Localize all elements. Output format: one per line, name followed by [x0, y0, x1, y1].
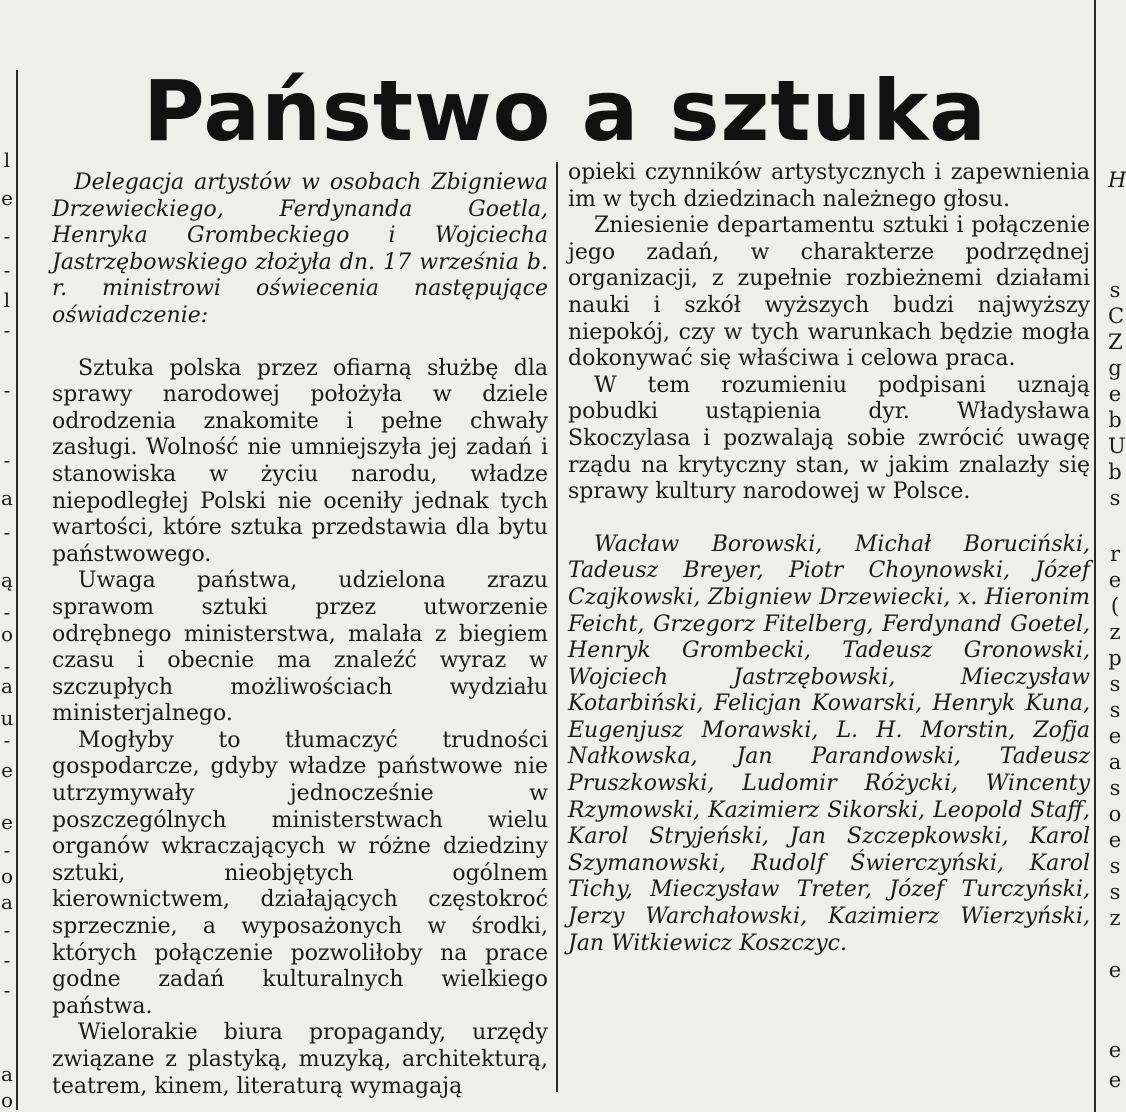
right-edge-glyph: z: [1109, 620, 1121, 644]
left-edge-glyph: a: [1, 890, 13, 914]
left-edge-glyph: a: [1, 674, 13, 698]
left-edge-glyph: -: [3, 258, 11, 282]
article-intro: Delegacja artystów w osobach Zbigniewa Drzewieckiego, Ferdynanda Goetla, Henryka Grombeckiego i Wojciecha Jastrzębowskiego złożyła dn. 17 września b. r. ministrowi oświecenia następujące oświadczenie:: [52, 170, 548, 328]
center-column-rule: [556, 162, 558, 1092]
adjacent-column-right-fragment: [1094, 0, 1124, 1112]
left-edge-glyph: -: [3, 520, 11, 544]
paragraph-gap: [568, 506, 1090, 532]
right-edge-glyph: (: [1110, 594, 1120, 618]
right-edge-glyph: s: [1109, 880, 1121, 904]
paragraph-gap: [52, 330, 548, 356]
left-edge-glyph: -: [3, 918, 11, 942]
right-edge-glyph: s: [1109, 672, 1121, 696]
left-edge-glyph: -: [3, 838, 11, 862]
left-edge-glyph: l: [3, 288, 11, 312]
right-edge-glyph: C: [1108, 304, 1125, 328]
article-left-column: [52, 170, 548, 1100]
left-edge-glyph: -: [3, 600, 11, 624]
article-right-column: [568, 160, 1090, 957]
article-paragraph: Zniesienie departamentu sztuki i połączenie jego zadań, w charakterze podrzędnej organizacji, z zupełnie rozbieżnemi działami nauki i szkół wyższych budzi najwyższy niepokój, czy w tych warunkach będzie mogła dokonywać się właściwa i celowa praca.: [568, 213, 1090, 372]
left-edge-glyph: e: [1, 758, 13, 782]
left-edge-glyph: -: [3, 224, 11, 248]
left-edge-glyph: -: [3, 654, 11, 678]
right-edge-glyph: s: [1109, 698, 1121, 722]
article-paragraph-continued: opieki czynników artystycznych i zapewnienia im w tych dziedzinach należnego głosu.: [568, 160, 1090, 212]
left-edge-glyph: o: [0, 622, 14, 646]
right-edge-glyph: e: [1108, 1038, 1122, 1062]
right-edge-glyph: s: [1109, 854, 1121, 878]
right-edge-glyph: s: [1109, 278, 1121, 302]
left-edge-glyph: -: [3, 318, 11, 342]
left-edge-glyph: -: [3, 448, 11, 472]
right-edge-glyph: a: [1108, 750, 1122, 774]
left-edge-glyph: o: [0, 1088, 14, 1112]
right-edge-glyph: e: [1108, 828, 1122, 852]
left-edge-glyph: a: [1, 1062, 13, 1086]
left-column-rule: [16, 70, 18, 1110]
article-title: Państwo a sztuka: [143, 62, 987, 160]
article-paragraph: W tem rozumieniu podpisani uznają pobudki ustąpienia dyr. Władysława Skoczylasa i pozwalają sobie zwrócić uwagę rządu na krytyczny stan, w jakim znalazły się sprawy kultury narodowej w Polsce.: [568, 372, 1090, 505]
right-edge-glyph: e: [1108, 568, 1122, 592]
article-paragraph: Sztuka polska przez ofiarną służbę dla sprawy narodowej położyła w dziele odrodzenia znakomite i pełne chwały zasługi. Wolność nie umniejszyła jej zadań i stanowiska w życiu narodu, władze niepodległej Polski nie oceniły jednak tych wartości, które sztuka przedstawia dla bytu państwowego.: [52, 355, 548, 567]
right-column-rule: [1094, 0, 1096, 1112]
adjacent-column-left-fragment: [0, 150, 22, 1110]
right-edge-glyph: s: [1109, 486, 1121, 510]
right-edge-glyph: r: [1109, 542, 1121, 566]
right-edge-glyph: e: [1108, 1068, 1122, 1092]
right-edge-glyph: p: [1108, 646, 1122, 670]
left-edge-glyph: -: [3, 978, 11, 1002]
left-edge-glyph: a: [1, 486, 13, 510]
right-edge-glyph: z: [1109, 906, 1121, 930]
right-edge-glyph: b: [1108, 408, 1122, 432]
left-edge-glyph: u: [0, 706, 14, 730]
right-edge-glyph: Z: [1108, 330, 1123, 354]
right-edge-glyph: H: [1108, 168, 1126, 192]
left-edge-glyph: l: [3, 148, 11, 172]
left-edge-glyph: o: [0, 864, 14, 888]
article-paragraph: Wielorakie biura propagandy, urzędy związane z plastyką, muzyką, architekturą, teatrem, kinem, literaturą wymagają: [52, 1020, 548, 1099]
left-edge-glyph: -: [3, 948, 11, 972]
left-edge-glyph: e: [1, 810, 13, 834]
article-paragraph: Uwaga państwa, udzielona zrazu sprawom sztuki przez utworzenie odrębnego ministerstwa, malała z biegiem czasu i obecnie ma znaleźć wyraz w szczupłych możliwościach wydziału ministerjalnego.: [52, 568, 548, 727]
right-edge-glyph: U: [1108, 434, 1126, 458]
left-edge-glyph: -: [3, 728, 11, 752]
right-edge-glyph: e: [1108, 382, 1122, 406]
right-edge-glyph: g: [1108, 356, 1122, 380]
right-edge-glyph: e: [1108, 724, 1122, 748]
left-edge-glyph: e: [1, 186, 13, 210]
right-edge-glyph: s: [1109, 776, 1121, 800]
article-paragraph: Mogłyby to tłumaczyć trudności gospodarcze, gdyby władze państwowe nie utrzymywały jednocześnie w poszczególnych ministerstwach wielu organów wkraczających w różne dziedziny sztuki, nieobjętych ogólnem kierownictwem, działających częstokroć sprzecznie, a wyposażonych w środki, których połączenie pozwoliłoby na prace godne zadań kulturalnych wielkiego państwa.: [52, 727, 548, 1019]
right-edge-glyph: e: [1108, 958, 1122, 982]
signatories-list: Wacław Borowski, Michał Boruciński, Tadeusz Breyer, Piotr Choynowski, Józef Czajkowski, Zbigniew Drzewiecki, x. Hieronim Feicht, Grzegorz Fitelberg, Ferdynand Goetel, Henryk Grombecki, Tadeusz Gronowski, Wojciech Jastrzębowski, Mieczysław Kotarbiński, Felicjan Kowarski, Henryk Kuna, Eugenjusz Morawski, L. H. Morstin, Zofja Nałkowska, Jan Parandowski, Tadeusz Pruszkowski, Ludomir Różycki, Wincenty Rzymowski, Kazimierz Sikorski, Leopold Staff, Karol Stryjeński, Jan Szczepkowski, Karol Szymanowski, Rudolf Świerczyński, Karol Tichy, Mieczysław Treter, Józef Turczyński, Jerzy Warchałowski, Kazimierz Wierzyński, Jan Witkiewicz Koszczyc.: [568, 531, 1090, 956]
right-edge-glyph: o: [1108, 802, 1122, 826]
left-edge-glyph: -: [3, 378, 11, 402]
right-edge-glyph: b: [1108, 460, 1122, 484]
left-edge-glyph: ą: [1, 568, 13, 592]
